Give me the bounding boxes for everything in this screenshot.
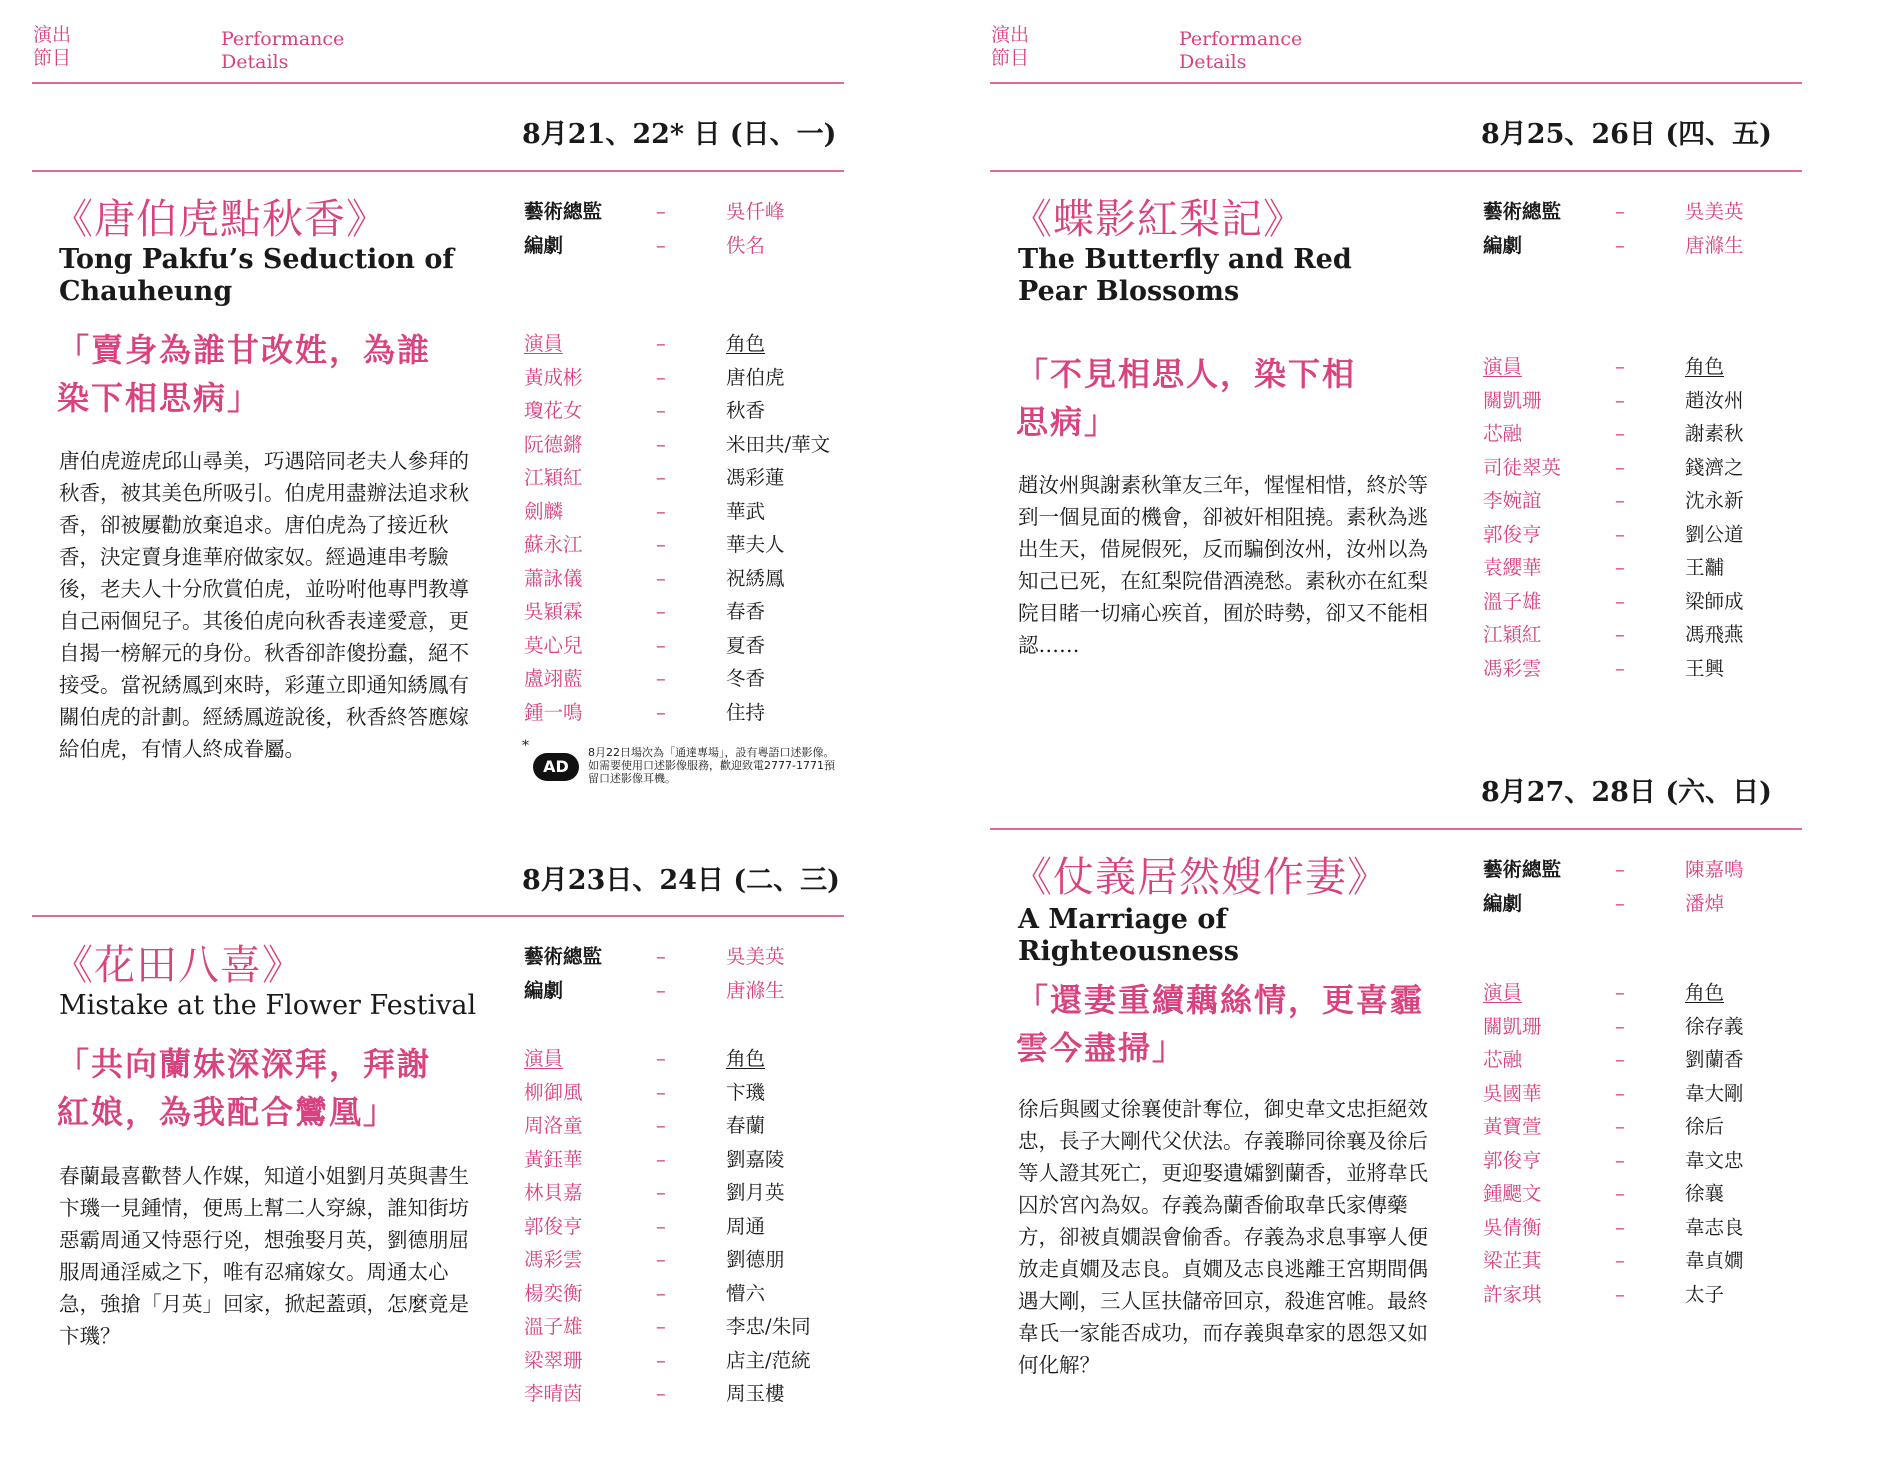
cast-actor: 李晴茵 [524, 1382, 583, 1405]
cast-row [524, 1210, 811, 1244]
dash: – [656, 1181, 666, 1204]
credit-key: 藝術總監 [1483, 200, 1562, 223]
cast-row [524, 629, 830, 663]
show3-credits [1483, 195, 1744, 262]
cast-actor: 司徒翠英 [1483, 455, 1562, 479]
cast-actor: 溫子雄 [1483, 589, 1542, 613]
dash: – [1615, 556, 1625, 579]
dash: – [1615, 200, 1625, 223]
cast-actor: 溫子雄 [524, 1315, 583, 1338]
cast-role: 徐存義 [1685, 1014, 1744, 1038]
cast-row [1483, 1144, 1744, 1178]
header-en-line1: Performance [221, 28, 345, 50]
cast-row [524, 1310, 811, 1344]
cast-role: 米田共/華文 [726, 432, 831, 456]
credit-key: 藝術總監 [524, 200, 603, 223]
cast-role: 王興 [1685, 656, 1725, 680]
cast-role: 周通 [726, 1214, 766, 1238]
cast-actor: 吳穎霖 [524, 600, 583, 623]
dash: – [1615, 891, 1625, 915]
cast-row [1483, 518, 1744, 552]
dash: – [656, 432, 666, 456]
cast-header-actor: 演員 [1483, 355, 1523, 378]
cast-role: 春香 [726, 600, 766, 623]
credit-value: 吳美英 [1685, 200, 1744, 223]
cast-role: 懵六 [726, 1281, 766, 1305]
dash: – [1615, 489, 1625, 512]
show1-cast [524, 327, 830, 729]
header-en-line2: Details [1179, 51, 1247, 73]
cast-header-row [1483, 976, 1744, 1010]
cast-actor: 鍾一鳴 [524, 700, 583, 724]
dash: – [1615, 1148, 1625, 1172]
cast-actor: 郭俊亨 [1483, 1148, 1542, 1172]
cast-role: 華夫人 [726, 533, 785, 556]
cast-actor: 郭俊亨 [1483, 522, 1542, 546]
show1-title-zh: 《唐伯虎點秋香》 [52, 195, 388, 243]
dash: – [1615, 1048, 1625, 1071]
cast-actor: 江穎紅 [1483, 623, 1542, 646]
cast-row [1483, 451, 1744, 485]
cast-actor: 芯融 [1483, 422, 1523, 445]
cast-actor: 江穎紅 [524, 466, 583, 489]
show1-quote: 「賣身為誰甘改姓，為誰染下相思病」 [57, 331, 432, 417]
credit-row [1483, 853, 1744, 887]
dash: – [656, 1348, 666, 1372]
cast-role: 卞璣 [726, 1080, 766, 1104]
cast-role: 劉嘉陵 [726, 1147, 785, 1171]
cast-role: 太子 [1685, 1282, 1725, 1306]
dash: – [656, 667, 666, 690]
dash: – [1615, 455, 1625, 479]
cast-actor: 梁芷萁 [1483, 1249, 1542, 1272]
cast-actor: 楊奕衡 [524, 1281, 583, 1305]
cast-row [1483, 1110, 1744, 1144]
cast-role: 劉蘭香 [1685, 1048, 1744, 1071]
show4-date: 8月27、28日 (六、日) [1481, 777, 1772, 808]
cast-role: 劉德朋 [726, 1248, 785, 1271]
cast-row [524, 495, 830, 529]
cast-row [1483, 1177, 1744, 1211]
cast-header-role: 角色 [726, 1047, 766, 1070]
dash: – [656, 600, 666, 623]
cast-row [524, 595, 830, 629]
cast-row [524, 528, 830, 562]
credit-value: 吳仟峰 [726, 200, 785, 223]
credit-value: 佚名 [726, 233, 766, 257]
cast-actor: 黃鈺華 [524, 1147, 583, 1171]
cast-actor: 馮彩雲 [1483, 656, 1542, 680]
cast-row [1483, 618, 1744, 652]
dash: – [656, 1281, 666, 1305]
cast-header-row [1483, 350, 1744, 384]
cast-row [524, 696, 830, 730]
cast-header-actor: 演員 [524, 1047, 564, 1070]
cast-role: 周玉樓 [726, 1382, 785, 1405]
footnote-asterisk: * [522, 738, 529, 754]
show2-quote: 「共向蘭妹深深拜，拜謝紅娘，為我配合鸞凰」 [57, 1045, 432, 1131]
cast-row [1483, 1077, 1744, 1111]
credit-key: 藝術總監 [1483, 858, 1562, 881]
cast-row [1483, 417, 1744, 451]
dash: – [1615, 1282, 1625, 1306]
header-zh-line1: 演出 [33, 24, 72, 46]
cast-actor: 吳國華 [1483, 1081, 1542, 1105]
cast-header-actor: 演員 [1483, 981, 1523, 1004]
dash: – [656, 399, 666, 422]
header-zh [33, 24, 71, 70]
credit-row [524, 974, 785, 1008]
cast-actor: 蘇永江 [524, 533, 583, 556]
cast-row [1483, 1043, 1744, 1077]
dash: – [656, 633, 666, 657]
cast-actor: 周洛童 [524, 1114, 583, 1137]
cast-actor: 瓊花女 [524, 399, 583, 422]
credit-row [524, 940, 785, 974]
cast-header-role: 角色 [1685, 355, 1725, 378]
show4-synopsis: 徐后與國丈徐襄使計奪位，御史韋文忠拒絕效忠，長子大剛代父伏法。存義聯同徐襄及徐后等人證其死亡，更迎娶遺孀劉蘭香，並將韋氏囚於宮內為奴。存義為蘭香偷取韋氏家傳藥方，卻被貞嫺誤會偷香。存義為求息事寧人便放走貞嫺及志良。貞嫺及志良逃離王宮期間偶遇大剛，三人匡扶儲帝回京，殺進宮帷。最終韋氏一家能否成功，而存義與韋家的恩怨又如何化解？ [1018, 1097, 1428, 1377]
cast-row [524, 1377, 811, 1411]
dash: – [1615, 858, 1625, 881]
credit-key: 編劇 [1483, 891, 1523, 915]
cast-role: 劉公道 [1685, 522, 1744, 546]
dash: – [1615, 422, 1625, 445]
dash: – [1615, 1249, 1625, 1272]
dash: – [1615, 388, 1625, 412]
show4-rule [990, 828, 1802, 830]
cast-actor: 阮德鏘 [524, 432, 583, 456]
cast-actor: 莫心兒 [524, 633, 583, 657]
show2-synopsis: 春蘭最喜歡替人作媒，知道小姐劉月英與書生卞璣一見鍾情，便馬上幫二人穿線，誰知街坊惡霸周通又恃惡行兇，想強娶月英，劉德朋屈服周通淫威之下，唯有忍痛嫁女。周通太心急，強搶「月英」回家，掀起蓋頭，怎麼竟是卞璣？ [59, 1164, 469, 1348]
dash: – [1615, 522, 1625, 546]
cast-row [1483, 551, 1744, 585]
audio-description-note: 8月22日場次為「通達專場」，設有粵語口述影像。如需要使用口述影像服務，歡迎致電2777-1771預留口述影像耳機。 [588, 746, 835, 785]
dash: – [656, 332, 666, 355]
cast-role: 徐襄 [1685, 1182, 1725, 1205]
dash: – [1615, 981, 1625, 1004]
cast-actor: 郭俊亨 [524, 1214, 583, 1238]
cast-role: 韋志良 [1685, 1215, 1744, 1239]
dash: – [656, 1248, 666, 1271]
cast-header-role: 角色 [726, 332, 766, 355]
cast-role: 沈永新 [1685, 489, 1744, 512]
cast-row [524, 1277, 811, 1311]
dash: – [656, 499, 666, 523]
cast-actor: 李婉誼 [1483, 489, 1542, 512]
cast-row [524, 1243, 811, 1277]
header-zh-line2: 節目 [33, 47, 72, 69]
show2-rule [32, 915, 844, 917]
cast-role: 王黼 [1685, 556, 1725, 579]
show1-rule [32, 170, 844, 172]
cast-row [524, 1076, 811, 1110]
show2-title-zh: 《花田八喜》 [52, 941, 304, 989]
cast-row [524, 394, 830, 428]
dash: – [656, 1382, 666, 1405]
cast-role: 趙汝州 [1685, 388, 1744, 412]
show4-title-en: A Marriage of Righteousness [1018, 904, 1239, 967]
header-rule [990, 82, 1802, 84]
cast-actor: 關凱珊 [1483, 388, 1542, 412]
dash: – [656, 533, 666, 556]
cast-header-row [524, 1042, 811, 1076]
dash: – [1615, 656, 1625, 680]
cast-role: 劉月英 [726, 1181, 785, 1204]
dash: – [1615, 1014, 1625, 1038]
dash: – [656, 945, 666, 968]
show4-credits [1483, 853, 1744, 920]
credit-row [1483, 887, 1744, 921]
credit-row [1483, 195, 1744, 229]
cast-row [1483, 1244, 1744, 1278]
cast-role: 祝綉鳳 [726, 566, 785, 590]
cast-role: 韋大剛 [1685, 1081, 1744, 1105]
header-zh [991, 24, 1029, 70]
dash: – [1615, 355, 1625, 378]
cast-row [524, 662, 830, 696]
dash: – [656, 466, 666, 489]
cast-role: 夏香 [726, 633, 766, 657]
dash: – [1615, 1115, 1625, 1138]
cast-row [524, 428, 830, 462]
cast-role: 徐后 [1685, 1115, 1725, 1138]
cast-role: 住持 [726, 700, 766, 724]
dash: – [656, 1315, 666, 1338]
show3-rule [990, 170, 1802, 172]
dash: – [656, 1080, 666, 1104]
cast-role: 華武 [726, 499, 766, 523]
show4-quote: 「還妻重續藕絲情，更喜霾雲今盡掃」 [1016, 981, 1425, 1067]
cast-actor: 黃寶萱 [1483, 1115, 1542, 1138]
credit-value: 唐滌生 [1685, 233, 1744, 257]
cast-row [1483, 585, 1744, 619]
show3-title-en: The Butterfly and Red Pear Blossoms [1018, 244, 1352, 307]
dash: – [656, 1147, 666, 1171]
cast-actor: 馮彩雲 [524, 1248, 583, 1271]
dash: – [1615, 1182, 1625, 1205]
show4-cast [1483, 976, 1744, 1311]
cast-role: 馮彩蓮 [726, 466, 785, 489]
cast-row [524, 1109, 811, 1143]
cast-actor: 袁纓華 [1483, 556, 1542, 579]
cast-actor: 林貝嘉 [524, 1181, 583, 1204]
credit-key: 藝術總監 [524, 945, 603, 968]
cast-role: 秋香 [726, 399, 766, 422]
show1-title-en: Tong Pakfu’s Seduction of Chauheung [59, 244, 454, 307]
cast-row [1483, 1211, 1744, 1245]
credit-value: 唐滌生 [726, 978, 785, 1002]
show3-synopsis: 趙汝州與謝素秋筆友三年，惺惺相惜，終於等到一個見面的機會，卻被奸相阻撓。素秋為逃出生天，借屍假死，反而騙倒汝州，汝州以為知己已死，在紅梨院借酒澆愁。素秋亦在紅梨院目睹一切痛心疾首，囿於時勢，卻又不能相認…… [1018, 473, 1428, 657]
header-zh-line1: 演出 [991, 24, 1030, 46]
cast-header-role: 角色 [1685, 981, 1725, 1004]
cast-actor: 鍾颸文 [1483, 1182, 1542, 1205]
dash: – [1615, 233, 1625, 257]
cast-row [1483, 384, 1744, 418]
cast-actor: 許家琪 [1483, 1282, 1542, 1306]
show4-title-zh: 《仗義居然嫂作妻》 [1011, 853, 1389, 901]
dash: – [656, 700, 666, 724]
credit-key: 編劇 [524, 978, 564, 1002]
dash: – [1615, 1081, 1625, 1105]
credit-key: 編劇 [1483, 233, 1523, 257]
cast-row [524, 1176, 811, 1210]
header-en-line1: Performance [1179, 28, 1303, 50]
dash: – [656, 566, 666, 590]
header-en [221, 28, 344, 74]
dash: – [656, 1114, 666, 1137]
cast-actor: 芯融 [1483, 1048, 1523, 1071]
cast-header-row [524, 327, 830, 361]
show1-date: 8月21、22* 日 (日、一) [522, 119, 837, 150]
dash: – [656, 365, 666, 389]
credit-row [524, 229, 785, 263]
cast-role: 韋貞嫺 [1685, 1249, 1744, 1272]
cast-row [524, 562, 830, 596]
show3-date: 8月25、26日 (四、五) [1481, 119, 1772, 150]
credit-value: 陳嘉鳴 [1685, 858, 1744, 881]
credit-row [1483, 229, 1744, 263]
show2-date: 8月23日、24日 (二、三) [522, 865, 840, 896]
dash: – [656, 200, 666, 223]
cast-row [524, 361, 830, 395]
show3-title-zh: 《蝶影紅梨記》 [1011, 195, 1305, 243]
show1-synopsis: 唐伯虎遊虎邱山尋美，巧遇陪同老夫人參拜的秋香，被其美色所吸引。伯虎用盡辦法追求秋香，卻被屢勸放棄追求。唐伯虎為了接近秋香，決定賣身進華府做家奴。經過連串考驗後，老夫人十分欣賞伯虎，並吩咐他專門教導自己兩個兒子。其後伯虎向秋香表達愛意，更自揭一榜解元的身份。秋香卻詐傻扮蠢，絕不接受。當祝綉鳳到來時，彩蓮立即通知綉鳳有關伯虎的計劃。經綉鳳遊說後，秋香終答應嫁給伯虎，有情人終成眷屬。 [59, 449, 469, 761]
header-zh-line2: 節目 [991, 47, 1030, 69]
cast-actor: 吳倩衡 [1483, 1215, 1542, 1239]
cast-role: 店主/范統 [726, 1348, 811, 1372]
credit-value: 潘焯 [1685, 891, 1725, 915]
cast-header-actor: 演員 [524, 332, 564, 355]
show1-credits [524, 195, 785, 262]
cast-actor: 梁翠珊 [524, 1348, 583, 1372]
cast-row [524, 461, 830, 495]
header-en-line2: Details [221, 51, 289, 73]
cast-row [1483, 652, 1744, 686]
show2-credits [524, 940, 785, 1007]
cast-row [1483, 1010, 1744, 1044]
audio-description-icon: AD [533, 753, 579, 781]
dash: – [656, 233, 666, 257]
cast-actor: 關凱珊 [1483, 1014, 1542, 1038]
cast-role: 春蘭 [726, 1114, 766, 1137]
dash: – [656, 1047, 666, 1070]
credit-key: 編劇 [524, 233, 564, 257]
show2-title-en: Mistake at the Flower Festival [59, 990, 477, 1021]
cast-role: 唐伯虎 [726, 365, 785, 389]
cast-actor: 蕭詠儀 [524, 566, 583, 590]
dash: – [1615, 1215, 1625, 1239]
cast-role: 馮飛燕 [1685, 623, 1744, 646]
cast-actor: 黃成彬 [524, 365, 583, 389]
dash: – [656, 978, 666, 1002]
header-rule [32, 82, 844, 84]
cast-actor: 盧翊藍 [524, 667, 583, 690]
show3-quote: 「不見相思人，染下相思病」 [1016, 355, 1357, 441]
header-en [1179, 28, 1302, 74]
show2-cast [524, 1042, 811, 1411]
credit-row [524, 195, 785, 229]
credit-value: 吳美英 [726, 945, 785, 968]
cast-role: 梁師成 [1685, 589, 1744, 613]
cast-row [524, 1344, 811, 1378]
dash: – [1615, 589, 1625, 613]
cast-actor: 劍麟 [524, 499, 564, 523]
cast-row [1483, 1278, 1744, 1312]
cast-row [1483, 484, 1744, 518]
cast-role: 李忠/朱同 [726, 1315, 811, 1338]
cast-role: 冬香 [726, 667, 766, 690]
cast-role: 韋文忠 [1685, 1148, 1744, 1172]
show3-cast [1483, 350, 1744, 685]
cast-role: 錢濟之 [1685, 455, 1744, 479]
dash: – [656, 1214, 666, 1238]
dash: – [1615, 623, 1625, 646]
cast-role: 謝素秋 [1685, 422, 1744, 445]
cast-actor: 柳御風 [524, 1080, 583, 1104]
cast-row [524, 1143, 811, 1177]
